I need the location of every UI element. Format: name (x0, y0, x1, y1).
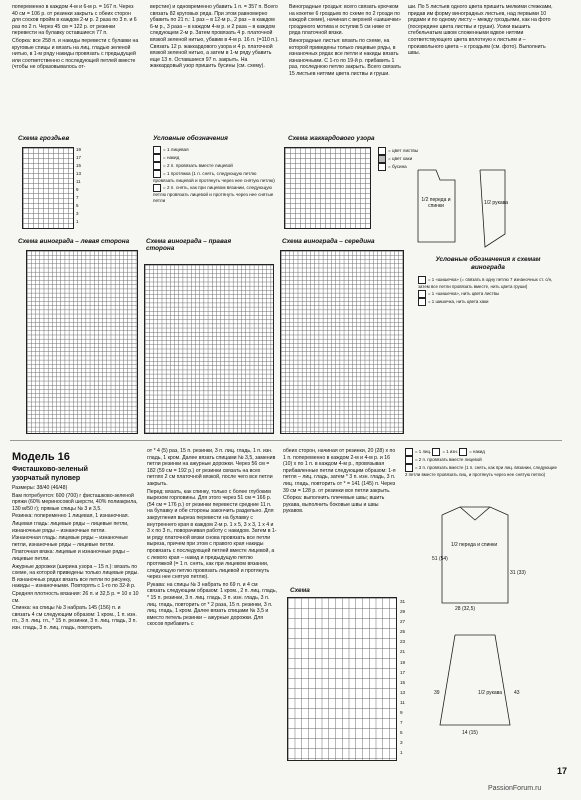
top-text-col1 (12, 4, 140, 72)
k2tog-symbol-icon (153, 162, 161, 170)
legend-text: = накид (163, 155, 180, 161)
legend-item (405, 464, 560, 478)
top-text-col2 (150, 4, 280, 71)
front-back-label: 1/2 переда и спинки (421, 197, 451, 209)
dim-label: 39 (434, 690, 440, 696)
row-number: 7 (400, 720, 403, 726)
legend-item (418, 276, 558, 290)
sleeve-label: 1/2 рукава (478, 690, 503, 696)
paragraph: Вам потребуется: 600 (700) г фисташково-зеленой пряжи (60% мериносовой шерсти, 40% полиакрила, 130 м/50 г); прямые спицы № 3 и 3,5. (12, 492, 138, 512)
row-number: 11 (400, 699, 405, 705)
legend-item (378, 147, 418, 155)
paragraph: верстие) и одновременно убавить 1 п. = 357 п. Всего связать 82 круговых ряда. При этом равномерно убавить по 21 п.: 1 раз – в 12-м р., 2 раз – в каждом 6-м р., 3 раза – в каждом 4-м р. и 2 раза – в каждом следующем 2-м р. Затем провязать 4 р. платочной вязкой зеленой нитью, убавив в 4-м р. 16 п. (=110 п.). Связать 12 р. жаккардового узора и 4 р. платочной вязкой зеленой нитью, а затем в 1-м ряду убавить еще 13 п. Оставшиеся 97 п. закрыть. На жаккардовый узор пришить бусины (см. схему). (150, 4, 279, 70)
k2tog-symbol-icon (405, 456, 413, 464)
legend-text: = накид (469, 449, 485, 455)
legend-text: = 2 п. провязать вместе лицевой (163, 163, 233, 169)
paragraph: попеременно в каждом 4-м и 6-м р. = 167 п. Через 40 см = 106 р. от резинки закрыть с обеих сторон для сосков пройм в каждом 2-м р. 2 раза по 3 п. и 6 раз по 2 п. Через 45 см = 122 р. от резинки перевести на булавку оставшиеся 77 п. (12, 4, 137, 37)
legend-item (418, 298, 558, 306)
garment-pattern-top (410, 162, 560, 257)
ssk-symbol-icon (153, 170, 161, 178)
legend-text: = 1 шишечка, нить цвета хаки (428, 298, 489, 304)
bobble-pear-icon (418, 276, 426, 284)
model-text-col1 (12, 485, 140, 632)
model-legend (405, 448, 560, 478)
paragraph: Виноградные листья: вязать по схеме, на которой приведены только лицевые ряды, в изнаночных рядах все петли и накиды вязать изнаночными. С 1-го по 19-й р. прибавить 1 раз, последнюю петлю закрыть. Всего связать 15 листьев нитями цвета листвы и груши. (289, 37, 401, 77)
dim-label: 31 (33) (510, 570, 526, 576)
row-number: 23 (400, 639, 406, 645)
paragraph: Средняя плотность вязания: 26 п. и 32,5 р. = 10 x 10 см. (12, 590, 139, 604)
bunch-chart (22, 147, 74, 229)
sk2p-symbol-icon (405, 464, 413, 472)
paragraph: Рукава: на спицы № 3 набрать по 69 п. и 4 см связать следующим образом: 1 кром., 2 п. лиц. гладь, * 15 п. резинки, 3 п. лиц. гладь, 3 п. изн. гладь, 3 п. лиц. гладь, повторить от * 2 раза, 15 п. резинки, 3 п. лиц. гладь, 1 кром. Далее вязать спицами № 3,5 и вместо петель резинки – ажурные дорожки. Для скосов прибавить с (147, 581, 277, 628)
watermark: PassionForum.ru (488, 785, 542, 792)
knit-symbol-icon (405, 448, 413, 456)
row-number: 21 (400, 649, 406, 655)
legend-title: Условные обозначения (153, 135, 228, 142)
jacquard-chart (284, 147, 371, 229)
paragraph: Резинка: попеременно 1 лицевая, 1 изнаночная. (12, 513, 129, 520)
row-number: 9 (76, 187, 79, 192)
paragraph: Размеры: 38/40 (46/48) (12, 485, 68, 491)
grape-middle-title: Схема винограда – середина (282, 238, 375, 245)
row-number: 15 (76, 163, 82, 168)
paragraph: Изнаночная гладь: лицевые ряды – изнаночные петли, изнаночные ряды – лицевые петли. (12, 535, 129, 548)
row-number: 29 (400, 609, 406, 615)
row-number: 1 (400, 750, 403, 756)
row-number: 5 (400, 730, 403, 736)
row-number: 17 (400, 669, 406, 675)
bunch-schema-title: Схема гроздьев (18, 135, 70, 142)
grape-middle-chart (280, 250, 404, 434)
model-text-col3 (283, 448, 398, 516)
page-number: 17 (557, 766, 568, 776)
bunch-row-numbers (76, 146, 81, 226)
dim-label: 43 (514, 690, 520, 696)
top-text-col3 (289, 4, 401, 79)
paragraph: Перед: вязать, как спинку, только с более глубоким вырезом горловины. Для этого через 51 см = 166 р. (54 см = 176 р.) от резинки перевести средние 11 п. на булавку и обе стороны закончить раздельно. Для закругления выреза перевести на булавку с внутреннего края в каждом 2-м р. 1 x 5, 3 x 3, 1 x 4 и 3 x по 3 п., поворачивая работу с накидом. Затем в 1-м ряду платочной вязки снова провязать все петли выреза, причем при этом с правого края накиды провязать с последующей петлей вместе лицевой, а с левого края – накид и предыдущую петлю протяжкой (= 1 п. снять, как при лицевом вязании, следующую петлю провязать лицевой и протянуть через нее снятую петлю). (147, 488, 277, 581)
paragraph: Ажурные дорожки (ширина узора – 15 п.): вязать по схеме, на которой приведены только лицевые ряды. В изнаночных рядах вязать все петли по рисунку, накиды – изнаночными. Повторять с 1-го по 32-й р. (12, 563, 139, 590)
row-number: 19 (400, 659, 406, 665)
legend-list (153, 146, 278, 203)
row-number: 11 (76, 179, 81, 184)
sleeve-label: 1/2 рукава (484, 200, 509, 206)
lace-row-numbers (400, 597, 405, 759)
row-number: 17 (76, 155, 82, 160)
leaf-color-icon (378, 147, 386, 155)
sk2p-symbol-icon (153, 184, 161, 192)
grape-legend-list (418, 276, 558, 306)
bead-icon (378, 163, 386, 171)
schema-title: Схема (290, 587, 310, 594)
model-title: Модель 16 (12, 451, 70, 463)
legend-text: = бусина (388, 164, 407, 170)
jacquard-schema-title: Схема жаккардового узора (288, 135, 375, 142)
bobble-leaf-icon (418, 290, 426, 298)
paragraph: обеих сторон, начиная от резинки, 20 (28) x по 1 п. попеременно в каждом 2-м и 4-м р. и 16 (10) x по 1 п. в каждом 4-м р., провязывая прибавленные петли следующим образом: 1-я петля – лиц. гладь, затем * 3 п. изн. гладь, 3 п. лиц. гладь, повторить от * = 141 (145) п. Через 39 см = 128 р. от резинки все петли закрыть. (283, 448, 396, 494)
bobble-khaki-icon (418, 298, 426, 306)
legend-text: = 1 «шишечка» (= связать в одну петлю 7 изнаночных ст. с/н, затем все петли провязать вместе, нить цвета груши) (418, 277, 553, 289)
row-number: 13 (76, 171, 82, 176)
legend-item (405, 448, 560, 456)
purl-symbol-icon (432, 448, 440, 456)
paragraph: Спинка: на спицы № 3 набрать 145 (156) п. и связать 4 см следующим образом: 1 кром., 1 п. изн. гл., 3 п. лиц. гл., * 15 п. резинки, 3 п. лиц. гладь, 3 п. изн. гладь, 3 п. лиц. гладь, повторить (12, 605, 137, 631)
row-number: 5 (76, 203, 79, 208)
row-number: 3 (400, 740, 403, 746)
row-number: 25 (400, 629, 406, 635)
row-number: 1 (76, 219, 79, 224)
top-text-col4 (408, 4, 558, 58)
row-number: 19 (76, 147, 82, 152)
row-number: 9 (400, 710, 403, 716)
legend-item (153, 146, 278, 154)
model-subtitle: Фисташково-зеленый узорчатый пуловер (12, 466, 88, 482)
legend-item (153, 170, 278, 184)
row-number: 31 (400, 599, 406, 604)
khaki-color-icon (378, 155, 386, 163)
legend-text: = цвет хаки (388, 156, 413, 162)
legend-item (153, 184, 278, 204)
legend-text: = 3 п. провязать вместе (1 п. снять, как при лиц. вязании, следующие 2 петли вместе провязать лиц. и протянуть через нее снятую петлю) (405, 465, 557, 477)
paragraph: Лицевая гладь: лицевые ряды – лицевые петли, изнаночные ряды – изнаночные петли. (12, 520, 129, 534)
legend-text: = 1 «шишечка», нить цвета листвы (428, 290, 500, 296)
grape-legend-title: Условные обозначения к схемам винограда (435, 256, 541, 271)
legend-item (405, 456, 560, 464)
legend-text: = цвет листвы (388, 148, 419, 154)
grape-left-chart (26, 250, 138, 434)
dim-label: 28 (32,5) (455, 606, 476, 612)
legend-item (153, 162, 278, 170)
yarn-over-symbol-icon (459, 448, 467, 456)
model-text-col2 (147, 448, 277, 629)
legend-text: = 2 п. снять, как при лицевом вязании, следующую петлю провязать лицевой и протянуть через нее снятые петли (153, 185, 274, 203)
legend-text: = 2 п. провязать вместе лицевой (415, 457, 482, 463)
grape-right-title: Схема винограда – правая сторона (146, 238, 232, 252)
pullover-pattern (430, 485, 555, 760)
dim-label: 51 (54) (432, 556, 448, 562)
legend-text: = 1 протяжка (1 п. снять, следующую петлю провязать лицевой и протянуть через нее снятую петлю) (153, 171, 275, 183)
row-number: 27 (400, 619, 406, 625)
legend-item (153, 154, 278, 162)
paragraph: Платочная вязка: лицевые и изнаночные ряды – лицевые петли. (12, 549, 130, 562)
row-number: 3 (76, 211, 79, 216)
divider (10, 440, 562, 441)
paragraph: Сборка: выполнить плечевые швы; вшить рукава, выполнить боковые швы и швы рукавов. (283, 495, 385, 515)
row-number: 7 (76, 195, 79, 200)
grape-right-chart (144, 264, 274, 434)
row-number: 15 (400, 679, 406, 685)
lace-chart (287, 597, 397, 761)
dim-label: 14 (15) (462, 730, 478, 736)
grape-left-title: Схема винограда – левая сторона (18, 238, 130, 245)
yarn-over-symbol-icon (153, 154, 161, 162)
legend-text: = 1 лиц. (415, 449, 432, 455)
paragraph: от * 4 (5) раз, 15 п. резинки, 3 п. лиц. гладь, 1 п. изн. гладь, 1 кром. Далее вязать спицами № 3,5, заменив петли резинки на ажурные дорожки. Через 56 см = 182 (59 см = 192 р.) от резинки связать на всех петлях 2 см платочной вязкой, после чего все петли закрыть. (147, 448, 276, 487)
row-number: 13 (400, 689, 406, 695)
legend-item (418, 290, 558, 298)
front-back-label: 1/2 переда и спинки (450, 542, 498, 548)
paragraph: ши. По 5 листьев одного цвета пришить мелкими стежками, придав им форму виноградных листьев, над первыми 10 рядами и по одному листу – между гроздьями, как на фото (посередине цвета листвы и груши). Усики вышить стебельчатым швом сложенными вдвое нитями соответствующего цвета вплотную к листьям и – произвольного цвета – к гроздьям (см. фото). Выполнить швы. (408, 4, 553, 57)
knit-symbol-icon (153, 146, 161, 154)
paragraph: Виноградные гроздья: всего связать крючком на кокетке 6 гроздьев по схеме по 2 грозди по каждой схеме), начиная с верхней «шишечки» гроздиного мотива и оступив 5 см ниже от ряда платочной вязки. (289, 4, 402, 37)
paragraph: Сборка: все 258 п. и накиды перевести с булавки на круговые спицы и вязать на лиц. гладью зеленой нитью, в 1-м ряду накиды провязать с предыдущей или соответственно с последующей петлей вместе (чтобы не образовывалось от- (12, 37, 139, 71)
legend-text: = 1 лицевая (163, 147, 189, 153)
legend-text: = 1 изн. (442, 449, 458, 455)
